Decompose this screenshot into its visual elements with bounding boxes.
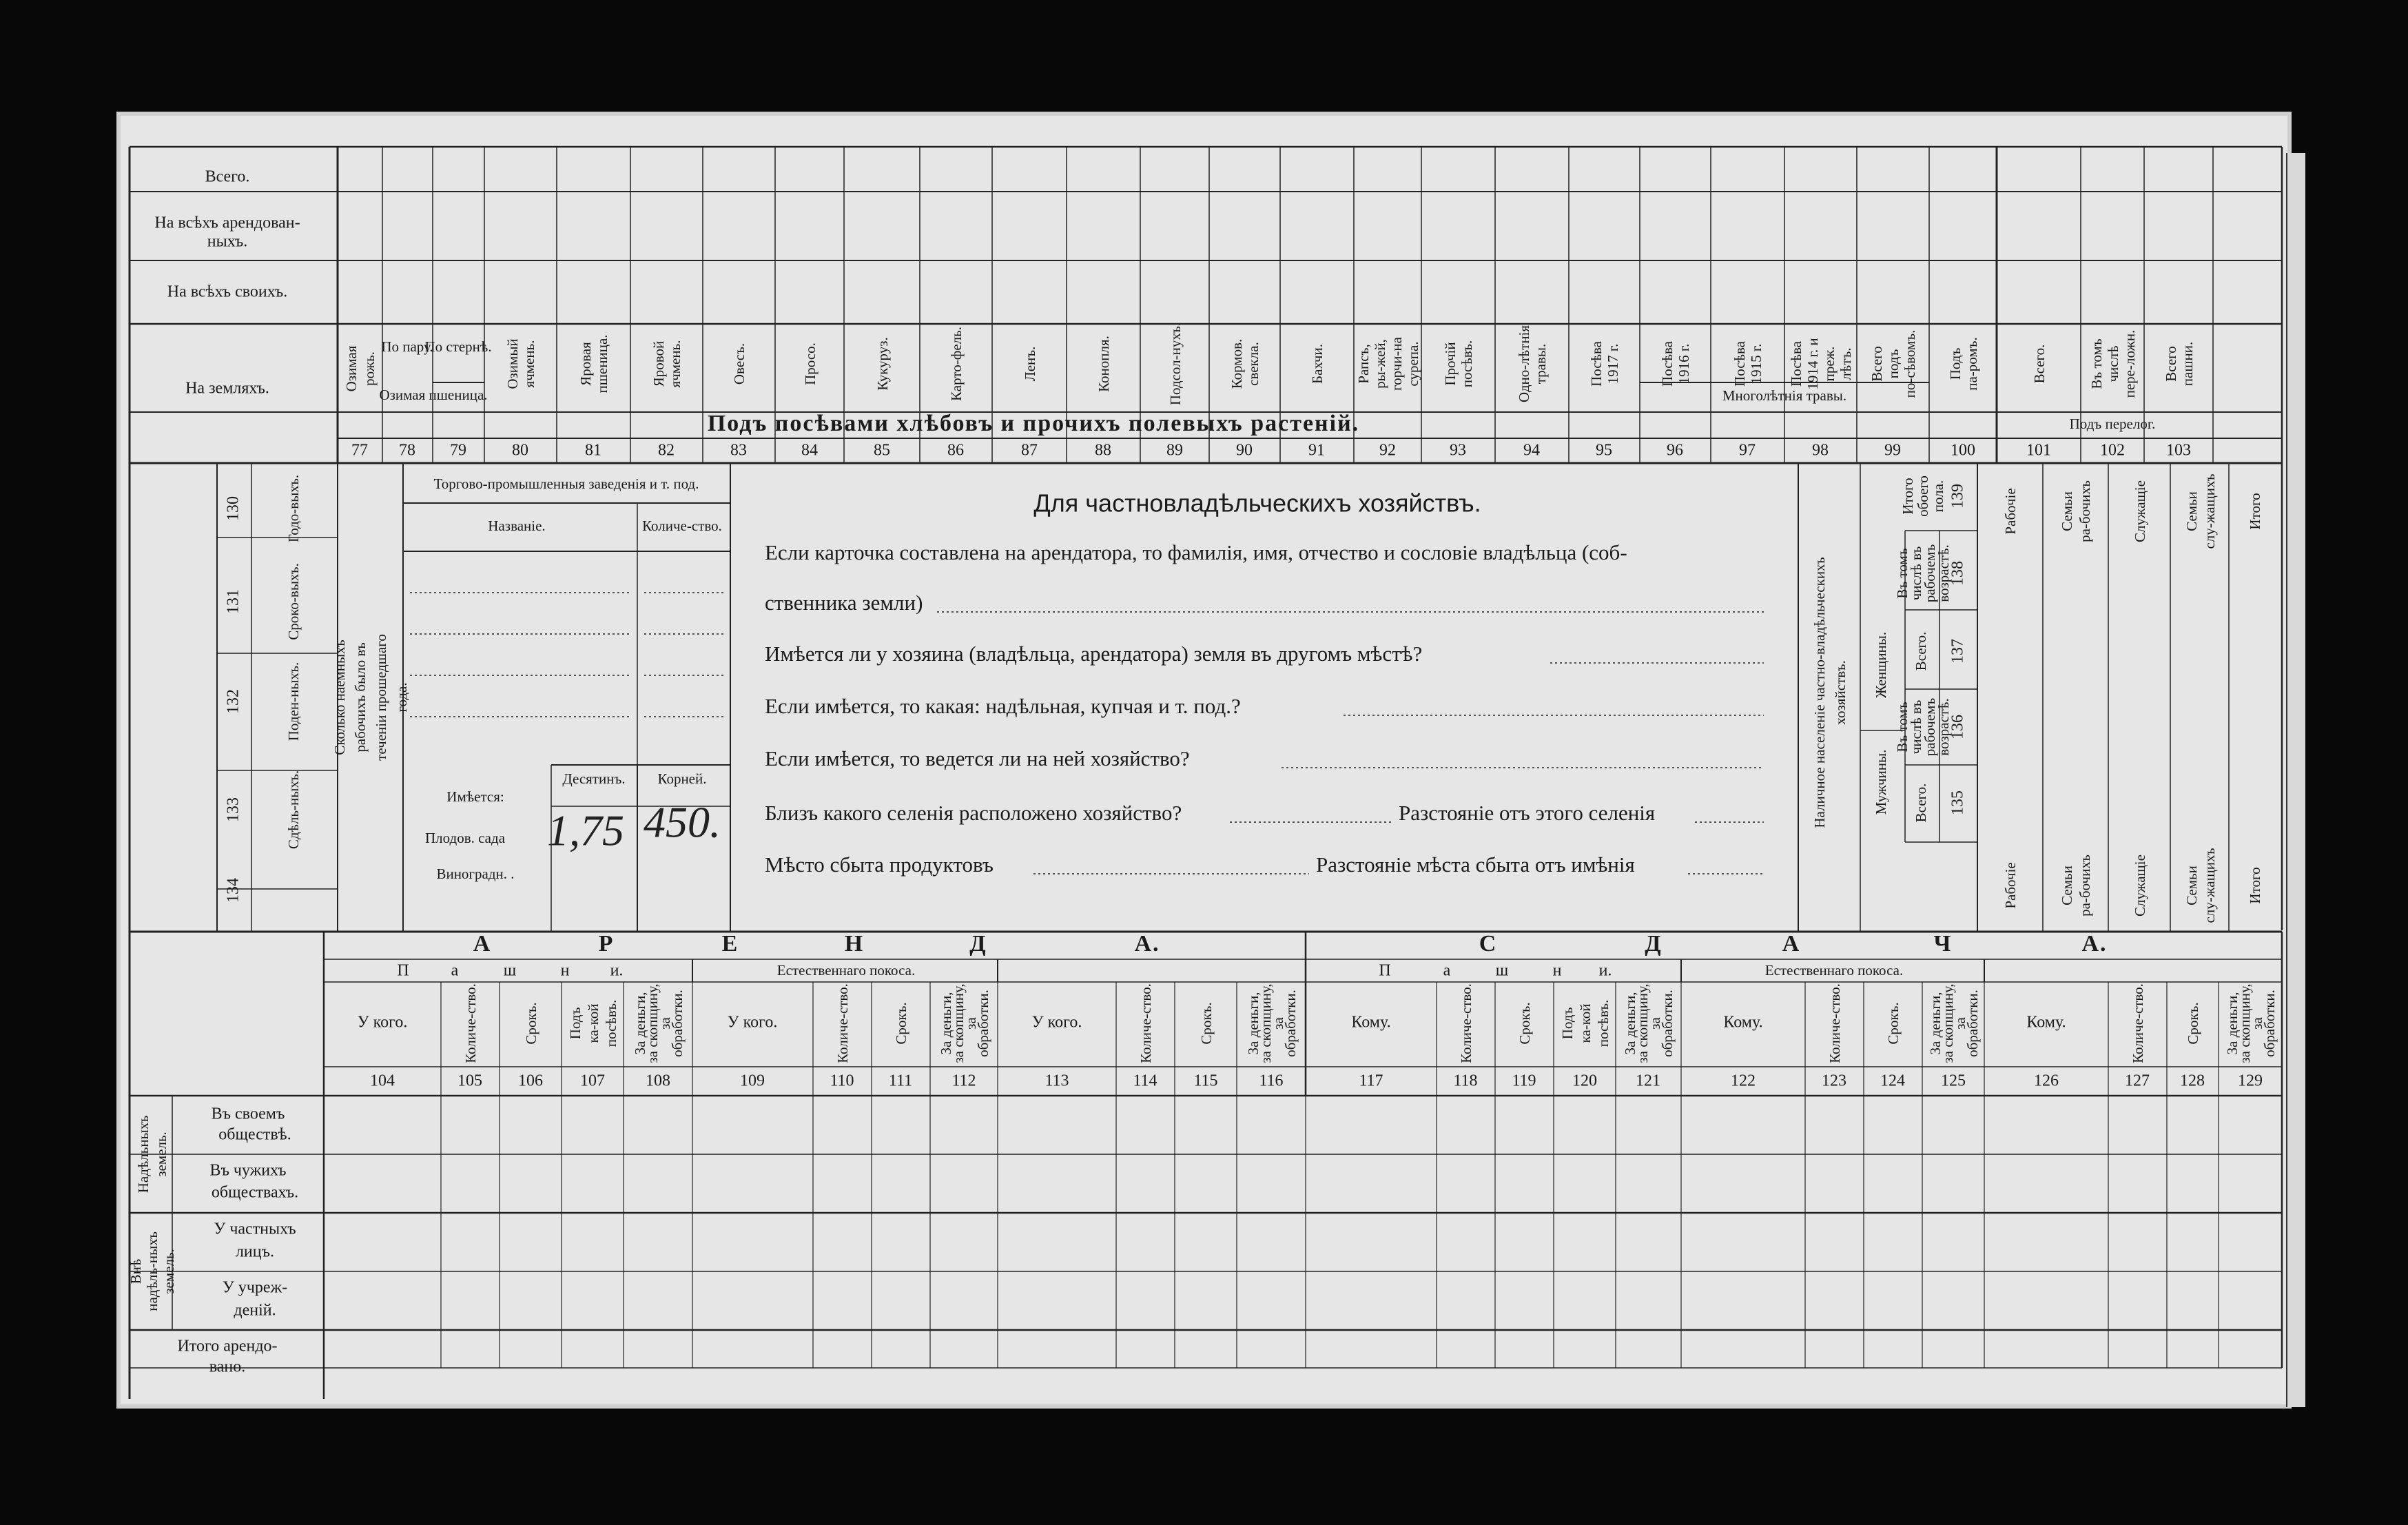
- column-heading: Срокъ.: [1516, 1002, 1533, 1045]
- column-number: 115: [1193, 1072, 1218, 1090]
- column-number: 90: [1236, 441, 1253, 460]
- column-heading: Озимаярожь.: [343, 345, 378, 392]
- handwritten-desyatin: 1,75: [547, 806, 624, 855]
- column-number: 124: [1880, 1072, 1905, 1090]
- column-number: 121: [1636, 1072, 1660, 1090]
- column-number: 87: [1021, 441, 1038, 460]
- handwritten-roots: 450.: [644, 797, 721, 847]
- row-private: лицъ.: [235, 1242, 275, 1261]
- question-owner: Если карточка составлена на арендатора, то фамилiя, имя, отчество и сословiе владѣльца (соб-: [765, 540, 1627, 565]
- heading-rent: А.: [1134, 930, 1160, 956]
- row-label-total: Всего.: [205, 167, 250, 186]
- column-number: 98: [1812, 441, 1829, 460]
- column-heading: Срокъ.: [893, 1002, 909, 1045]
- column-number: 128: [2180, 1072, 2205, 1090]
- heading-arable: н: [1552, 961, 1562, 980]
- column-heading: Овесъ.: [731, 342, 748, 385]
- column-heading: Подъка-койпосѣвъ.: [567, 999, 619, 1047]
- column-heading: Въ томъчислѣ върабочемъвозрастѣ.: [1894, 544, 1952, 603]
- column-heading: Итого: [2247, 493, 2263, 530]
- column-number: 119: [1512, 1072, 1536, 1090]
- heading-rent: Е: [721, 930, 739, 956]
- column-number: 116: [1259, 1072, 1284, 1090]
- column-heading: Яроваяпшеница.: [577, 334, 610, 393]
- heading-arable: и.: [1598, 961, 1612, 980]
- column-heading: Просо.: [802, 342, 819, 385]
- column-number: 94: [1523, 441, 1540, 460]
- column-heading: Срокъ.: [1198, 1002, 1215, 1045]
- row-institutions: У учреж-: [222, 1278, 288, 1297]
- heading-arable: ш: [503, 961, 517, 980]
- heading-lease-out: А: [1782, 930, 1801, 956]
- column-heading: Наличное населенiе частно-владѣльческихъ хозяйствъ.: [1811, 557, 1849, 828]
- column-heading: За деньги,за скопщину,заобработки.: [938, 983, 991, 1063]
- question-market-distance: Разстоянiе мѣста сбыта отъ имѣнiя: [1316, 852, 1635, 877]
- has-label: Имѣется:: [446, 788, 504, 805]
- column-number: 86: [947, 441, 964, 460]
- heading-u_kogo: У кого.: [1031, 1013, 1082, 1032]
- column-number: 104: [370, 1072, 395, 1090]
- column-number: 135: [1948, 790, 1967, 815]
- roots-heading: Корней.: [657, 770, 707, 787]
- row-label-lands: На земляхъ.: [185, 379, 269, 398]
- column-number: 120: [1572, 1072, 1597, 1090]
- question-farming: Если имѣется, то ведется ли на ней хозяйство?: [765, 746, 1190, 771]
- column-heading: Количе-ство.: [1458, 983, 1474, 1063]
- column-number: 137: [1948, 639, 1967, 664]
- heading-lease-out: Д: [1645, 930, 1663, 956]
- column-number: 136: [1948, 715, 1967, 739]
- women-heading: Женщины.: [1872, 631, 1889, 699]
- column-heading: Подсол-нухъ.: [1167, 322, 1184, 406]
- column-heading: Сроко-выхъ.: [285, 563, 302, 640]
- column-number: 129: [2238, 1072, 2263, 1090]
- column-heading: Карто-фель.: [948, 327, 965, 401]
- column-number: 95: [1596, 441, 1612, 460]
- column-number: 79: [450, 441, 466, 460]
- column-heading: Рабочiе: [2002, 488, 2019, 535]
- column-number: 123: [1822, 1072, 1846, 1090]
- column-number: 96: [1667, 441, 1683, 460]
- column-number: 109: [740, 1072, 765, 1090]
- total-heading: Всего.: [1912, 631, 1929, 671]
- column-number: 131: [224, 589, 243, 614]
- heading-lease-out: С: [1479, 930, 1498, 956]
- column-number: 139: [1948, 484, 1967, 509]
- row-own-society: Въ своемъ: [211, 1105, 285, 1123]
- column-heading: Семьислу-жащихъ: [2183, 473, 2218, 549]
- column-number: 134: [224, 878, 243, 903]
- column-heading: Служащiе: [2132, 854, 2148, 917]
- column-number: 132: [224, 689, 243, 714]
- column-heading: За деньги,за скопщину,заобработки.: [632, 983, 686, 1063]
- column-heading: Прочiйпосѣвъ.: [1442, 340, 1475, 388]
- heading-arable: а: [451, 961, 459, 980]
- column-heading: Сколько наемныхъ рабочихъ было въ теченiи прошедшаго года.: [331, 634, 410, 761]
- heading-lease-out: А.: [2081, 930, 2108, 956]
- column-number: 101: [2026, 441, 2051, 460]
- men-heading: Мужчины.: [1872, 749, 1889, 815]
- heading-arable: н: [560, 961, 570, 980]
- heading-u_kogo: У кого.: [357, 1013, 408, 1032]
- heading-winter-wheat: Озимая пшеница.: [379, 386, 488, 403]
- form-labels: [127, 168, 2278, 1376]
- column-number: 118: [1453, 1072, 1478, 1090]
- column-heading: Рапсъ,ры-жей,горчи-насурепа.: [1355, 337, 1421, 391]
- column-heading: Яровойячмень.: [650, 340, 683, 388]
- row-private: У частныхъ: [214, 1220, 296, 1238]
- column-number: 110: [830, 1072, 854, 1090]
- row-total-rented: Итого арендо-: [177, 1337, 278, 1355]
- column-heading: Семьира-бочихъ: [2059, 854, 2093, 917]
- heading-arable: а: [1443, 961, 1451, 980]
- column-heading: Одно-лѣтнiятравы.: [1516, 325, 1549, 403]
- heading-rent: Р: [598, 930, 615, 956]
- column-number: 91: [1308, 441, 1325, 460]
- heading-u_kogo: У кого.: [727, 1013, 778, 1032]
- column-heading: Количе-ство.: [834, 983, 851, 1063]
- column-heading: Внѣнадѣль-ныхъземель.: [127, 1231, 177, 1311]
- heading-long-fallow: Подъ перелог.: [2069, 415, 2156, 432]
- column-number: 80: [512, 441, 528, 460]
- column-number: 84: [801, 441, 818, 460]
- column-heading: Количе-ство.: [462, 983, 479, 1063]
- trade-qty-heading: Количе-ство.: [642, 517, 722, 534]
- question-market: Мѣсто сбыта продуктовъ: [765, 852, 994, 877]
- column-number: 105: [457, 1072, 482, 1090]
- column-number: 112: [951, 1072, 976, 1090]
- column-number: 113: [1045, 1072, 1069, 1090]
- row-institutions: денiй.: [234, 1301, 276, 1320]
- question-distance: Разстоянiе отъ этого селенiя: [1399, 801, 1656, 826]
- column-number: 97: [1739, 441, 1756, 460]
- column-number: 138: [1948, 561, 1967, 586]
- column-heading: Количе-ство.: [1138, 983, 1154, 1063]
- heading-perennial-grasses: Многолѣтнiя травы.: [1722, 387, 1847, 404]
- form-grid-lines: [130, 147, 2282, 1399]
- column-heading: Конопля.: [1095, 336, 1112, 392]
- column-number: 85: [874, 441, 890, 460]
- row-label-rented: ныхъ.: [207, 232, 248, 251]
- column-number: 117: [1359, 1072, 1383, 1090]
- column-heading: Итого: [2247, 867, 2263, 904]
- column-heading: За деньги,за скопщину,заобработки.: [1927, 983, 1981, 1063]
- column-heading: Срокъ.: [1885, 1002, 1902, 1045]
- heading-arable: и.: [610, 961, 624, 980]
- column-heading: Количе-ство.: [2130, 983, 2146, 1063]
- row-label-rented: На всѣхъ арендован-: [154, 214, 300, 232]
- question-land-type: Если имѣется, то какая: надѣльная, купчая и т. под.?: [765, 694, 1241, 719]
- column-number: 89: [1166, 441, 1183, 460]
- column-number: 122: [1731, 1072, 1756, 1090]
- desyatin-heading: Десятинъ.: [562, 770, 626, 787]
- heading-arable: П: [1379, 961, 1391, 980]
- column-heading: Срокъ.: [523, 1002, 539, 1045]
- column-number: 83: [730, 441, 747, 460]
- trade-heading: Торгово-промышленныя заведенiя и т. под.: [433, 475, 699, 492]
- vineyard-label: Виноградн. .: [436, 865, 515, 882]
- column-heading: За деньги,за скопщину,заобработки.: [1245, 983, 1299, 1063]
- column-heading: За деньги,за скопщину,заобработки.: [2224, 983, 2278, 1063]
- heading-komu: Кому.: [1723, 1013, 1763, 1032]
- column-heading: Сдѣль-ныхъ.: [285, 770, 302, 850]
- column-number: 103: [2166, 441, 2191, 460]
- column-heading: Семьира-бочихъ: [2059, 480, 2093, 542]
- column-number: 111: [888, 1072, 913, 1090]
- heading-komu: Кому.: [1351, 1013, 1391, 1032]
- heading-arable: П: [397, 961, 409, 980]
- column-heading: Ленъ.: [1022, 346, 1038, 382]
- column-heading: Подъка-койпосѣвъ.: [1559, 999, 1612, 1047]
- column-number: 99: [1884, 441, 1901, 460]
- private-farms-title: Для частновладѣльческихъ хозяйствъ.: [1033, 489, 1481, 518]
- column-heading: Служащiе: [2132, 480, 2148, 542]
- column-number: 93: [1450, 441, 1466, 460]
- column-heading: Поден-ныхъ.: [285, 662, 302, 741]
- column-number: 108: [646, 1072, 670, 1090]
- row-other-society: обществахъ.: [211, 1183, 299, 1202]
- column-number: 106: [518, 1072, 543, 1090]
- heading-rent: Н: [844, 930, 865, 956]
- row-own-society: обществѣ.: [218, 1125, 291, 1144]
- column-heading: Количе-ство.: [1826, 983, 1843, 1063]
- column-number: 114: [1133, 1072, 1157, 1090]
- column-heading: Срокъ.: [2185, 1002, 2201, 1045]
- column-heading: Кормов.свекла.: [1228, 338, 1262, 389]
- row-other-society: Въ чужихъ: [209, 1161, 287, 1180]
- column-heading: Въ томъчислѣ върабочемъвозрастѣ.: [1894, 697, 1952, 757]
- heading-rent: Д: [969, 930, 987, 956]
- column-number: 81: [585, 441, 601, 460]
- column-heading: За деньги,за скопщину,заобработки.: [1622, 983, 1676, 1063]
- question-other-land: Имѣется ли у хозяина (владѣльца, арендатора) земля въ другомъ мѣстѣ?: [765, 642, 1423, 666]
- column-heading: Посѣва1916 г.: [1659, 341, 1692, 387]
- column-number: 133: [224, 797, 243, 822]
- row-label-own: На всѣхъ своихъ.: [167, 283, 288, 301]
- question-village: Близъ какого селенiя расположено хозяйство?: [765, 801, 1182, 826]
- column-heading: Посѣва1917 г.: [1588, 341, 1621, 387]
- column-number: 77: [351, 441, 368, 460]
- heading-hay: Естественнаго покоса.: [1764, 961, 1904, 979]
- heading-stubble: По стернѣ.: [424, 338, 492, 355]
- column-heading: Бахчи.: [1309, 344, 1326, 384]
- column-number: 92: [1379, 441, 1396, 460]
- heading-arable: ш: [1495, 961, 1509, 980]
- column-heading: Кукуруз.: [874, 337, 891, 391]
- column-number: 107: [580, 1072, 605, 1090]
- column-heading: Всего.: [2031, 344, 2048, 384]
- column-number: 126: [2034, 1072, 2059, 1090]
- column-heading: Посѣва1914 г. ипреж.лѣтъ.: [1788, 338, 1854, 390]
- column-number: 130: [224, 496, 243, 521]
- column-heading: Всегоподъпо-сѣвомъ.: [1869, 329, 1918, 398]
- trade-name-heading: Названiе.: [488, 517, 546, 534]
- column-heading: Посѣва1915 г.: [1731, 341, 1764, 387]
- column-number: 127: [2125, 1072, 2150, 1090]
- row-total-rented: вано.: [209, 1358, 246, 1376]
- question-owner: ственника земли): [765, 591, 923, 615]
- column-heading: Въ томъчислѣпере-ложн.: [2088, 329, 2138, 398]
- column-number: 102: [2100, 441, 2125, 460]
- column-heading: Рабочiе: [2002, 862, 2019, 909]
- column-heading: Надѣльныхъземель.: [135, 1115, 169, 1194]
- column-number: 88: [1095, 441, 1111, 460]
- heading-rent: А: [473, 930, 492, 956]
- column-number: 125: [1941, 1072, 1966, 1090]
- column-heading: Итогообоегопола.: [1900, 475, 1946, 517]
- column-heading: Семьислу-жащихъ: [2183, 848, 2218, 923]
- heading-lease-out: Ч: [1933, 930, 1953, 956]
- column-number: 78: [399, 441, 415, 460]
- column-number: 82: [658, 441, 675, 460]
- column-heading: Подъпа-ромъ.: [1947, 337, 1980, 391]
- column-heading: Всегопашни.: [2163, 341, 2196, 387]
- heading-under-crops: Подъ посѣвами хлѣбовъ и прочихъ полевыхъ растенiй.: [707, 410, 1360, 436]
- column-number: 100: [1951, 441, 1975, 460]
- heading-komu: Кому.: [2026, 1013, 2066, 1032]
- heading-hay: Естественнаго покоса.: [776, 961, 916, 979]
- heading-fallow: По пару.: [381, 338, 433, 355]
- fruit-garden-label: Плодов. сада: [424, 829, 506, 846]
- column-heading: Озимыйячмень.: [504, 338, 537, 389]
- total-heading: Всего.: [1912, 783, 1929, 823]
- column-heading: Годо-выхъ.: [285, 474, 302, 543]
